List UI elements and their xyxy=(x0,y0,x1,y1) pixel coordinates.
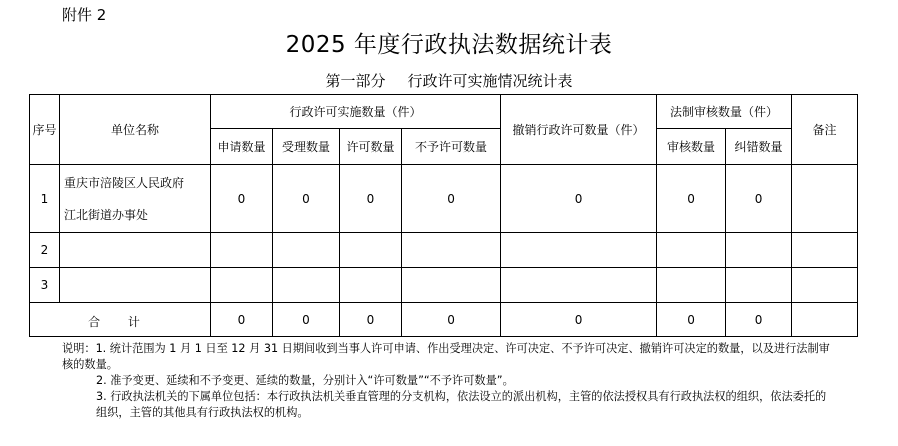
table-row xyxy=(30,165,858,233)
total-deny-count: 0 xyxy=(402,303,501,337)
row-seq: 3 xyxy=(30,268,60,303)
unit-name-line1: 重庆市涪陵区人民政府 xyxy=(64,175,185,190)
document-title: 2025 年度行政执法数据统计表 xyxy=(285,32,613,58)
empty-cell xyxy=(273,233,340,268)
part-name: 行政许可实施情况统计表 xyxy=(407,72,573,90)
total-row xyxy=(30,303,858,337)
empty-cell xyxy=(501,268,657,303)
note-item: 说明：1. 统计范围为 1 月 1 日至 12 月 31 日期间收到当事人许可申请、作出受理决定、许可决定、不予许可决定、撤销许可决定的数量，以及进行法制审核的数量。 xyxy=(62,342,830,371)
empty-cell xyxy=(726,268,792,303)
header-license-group: 行政许可实施数量（件） xyxy=(211,95,501,129)
header-correct-count: 纠错数量 xyxy=(726,129,792,165)
row-accept-count: 0 xyxy=(273,165,340,233)
empty-cell xyxy=(340,233,402,268)
empty-cell xyxy=(60,233,211,268)
table-row xyxy=(30,268,858,303)
license-stats-table xyxy=(29,94,858,337)
total-remark xyxy=(792,303,858,337)
total-review-count: 0 xyxy=(657,303,726,337)
header-row-1 xyxy=(30,95,858,129)
total-revoke-count: 0 xyxy=(501,303,657,337)
header-deny-count: 不予许可数量 xyxy=(402,129,501,165)
row-deny-count: 0 xyxy=(402,165,501,233)
empty-cell xyxy=(402,233,501,268)
unit-name-line2: 江北街道办事处 xyxy=(64,207,149,222)
part-title xyxy=(0,70,898,91)
row-seq: 2 xyxy=(30,233,60,268)
row-seq: 1 xyxy=(30,165,60,233)
row-unit-name xyxy=(60,165,211,233)
empty-cell xyxy=(402,268,501,303)
empty-cell xyxy=(340,268,402,303)
header-accept-count: 受理数量 xyxy=(273,129,340,165)
row-permit-count: 0 xyxy=(340,165,402,233)
header-unit-name: 单位名称 xyxy=(60,95,211,165)
row-apply-count: 0 xyxy=(211,165,273,233)
header-permit-count: 许可数量 xyxy=(340,129,402,165)
empty-cell xyxy=(211,268,273,303)
table-row xyxy=(30,233,858,268)
empty-cell xyxy=(792,268,858,303)
notes xyxy=(62,341,832,421)
empty-cell xyxy=(792,233,858,268)
row-correct-count: 0 xyxy=(726,165,792,233)
header-remark: 备注 xyxy=(792,95,858,165)
total-accept-count: 0 xyxy=(273,303,340,337)
total-permit-count: 0 xyxy=(340,303,402,337)
header-revoke-count: 撤销行政许可数量（件） xyxy=(501,95,657,165)
empty-cell xyxy=(501,233,657,268)
empty-cell xyxy=(657,268,726,303)
header-apply-count: 申请数量 xyxy=(211,129,273,165)
note-item: 3. 行政执法机关的下属单位包括：本行政执法机关垂直管理的分支机构，依法设立的派出机构，主管的依法授权具有行政执法权的组织，依法委托的组织，主管的其他具有行政执法权的机构。 xyxy=(96,390,827,419)
header-review-count: 审核数量 xyxy=(657,129,726,165)
empty-cell xyxy=(273,268,340,303)
part-number: 第一部分 xyxy=(325,72,386,90)
empty-cell xyxy=(657,233,726,268)
attachment-label: 附件 2 xyxy=(62,6,107,24)
empty-cell xyxy=(211,233,273,268)
total-correct-count: 0 xyxy=(726,303,792,337)
total-label: 合 计 xyxy=(30,303,211,337)
note-item: 2. 准予变更、延续和不予变更、延续的数量，分别计入“许可数量”“不予许可数量”。 xyxy=(96,374,514,387)
header-legal-review-group: 法制审核数量（件） xyxy=(657,95,792,129)
total-apply-count: 0 xyxy=(211,303,273,337)
row-revoke-count: 0 xyxy=(501,165,657,233)
empty-cell xyxy=(726,233,792,268)
row-review-count: 0 xyxy=(657,165,726,233)
empty-cell xyxy=(60,268,211,303)
header-seq: 序号 xyxy=(30,95,60,165)
row-remark xyxy=(792,165,858,233)
